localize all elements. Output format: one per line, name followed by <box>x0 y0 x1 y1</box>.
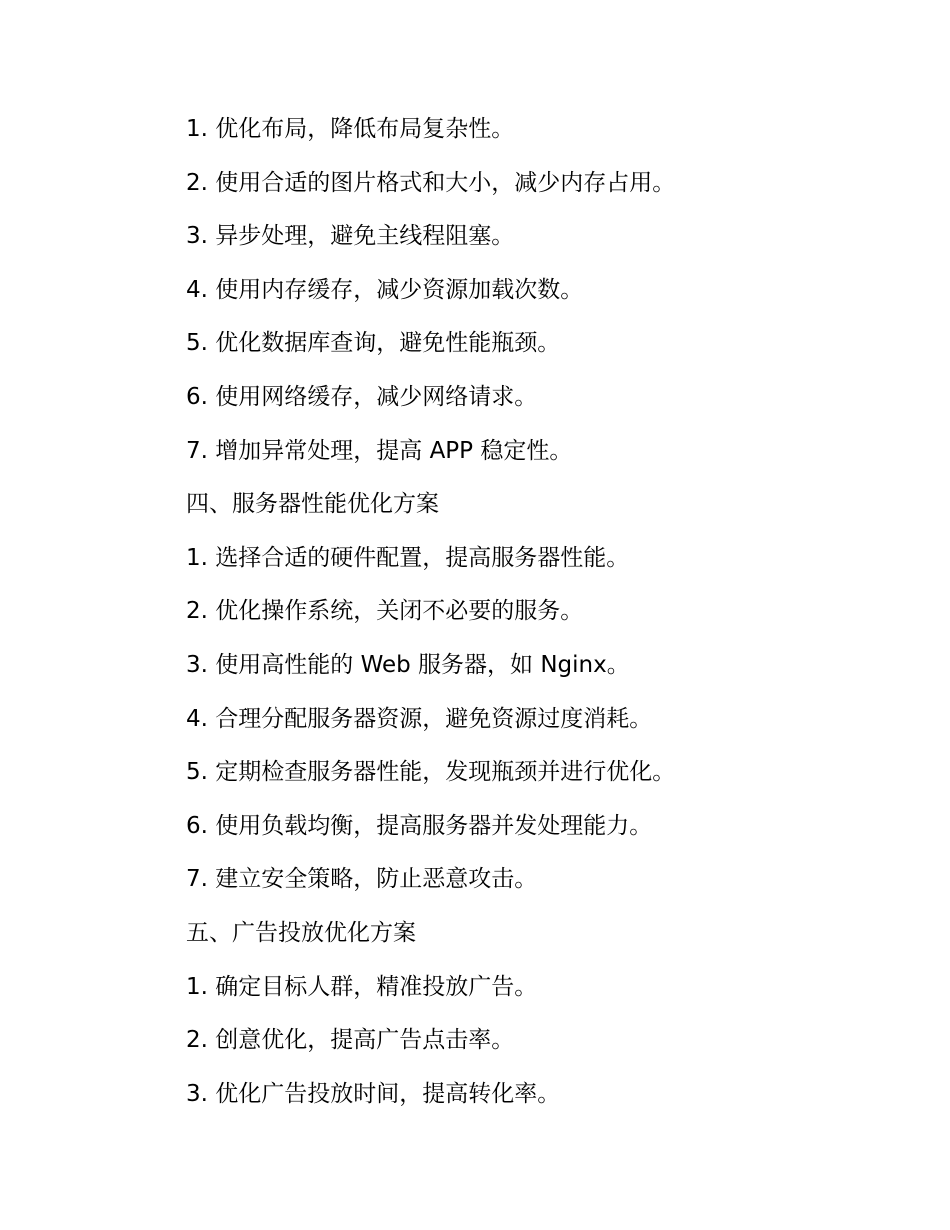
section-heading-server: 四、服务器性能优化方案 <box>186 491 439 518</box>
document-body <box>186 106 886 1124</box>
list-item-server-check: 5. 定期检查服务器性能，发现瓶颈并进行优化。 <box>186 759 676 786</box>
list-item-app-exception: 7. 增加异常处理，提高 APP 稳定性。 <box>186 437 573 464</box>
list-item-app-layout: 1. 优化布局，降低布局复杂性。 <box>186 116 515 142</box>
list-item-server-web: 3. 使用高性能的 Web 服务器，如 Nginx。 <box>186 651 630 678</box>
list-item-app-memory-cache: 4. 使用内存缓存，减少资源加载次数。 <box>186 276 584 303</box>
list-item-app-database: 5. 优化数据库查询，避免性能瓶颈。 <box>186 330 561 357</box>
list-item-server-os: 2. 优化操作系统，关闭不必要的服务。 <box>186 598 584 625</box>
list-item-ads-target: 1. 确定目标人群，精准投放广告。 <box>186 973 538 1000</box>
list-item-ads-creative: 2. 创意优化，提高广告点击率。 <box>186 1027 515 1054</box>
list-item-server-hardware: 1. 选择合适的硬件配置，提高服务器性能。 <box>186 544 630 571</box>
section-heading-ads: 五、广告投放优化方案 <box>186 919 416 946</box>
list-item-server-resources: 4. 合理分配服务器资源，避免资源过度消耗。 <box>186 705 653 732</box>
list-item-ads-timing: 3. 优化广告投放时间，提高转化率。 <box>186 1080 561 1107</box>
list-item-app-images: 2. 使用合适的图片格式和大小，减少内存占用。 <box>186 169 676 196</box>
list-item-app-async: 3. 异步处理，避免主线程阻塞。 <box>186 223 515 250</box>
list-item-server-security: 7. 建立安全策略，防止恶意攻击。 <box>186 866 538 893</box>
list-item-server-load-balance: 6. 使用负载均衡，提高服务器并发处理能力。 <box>186 812 653 839</box>
list-item-app-network-cache: 6. 使用网络缓存，减少网络请求。 <box>186 383 538 410</box>
